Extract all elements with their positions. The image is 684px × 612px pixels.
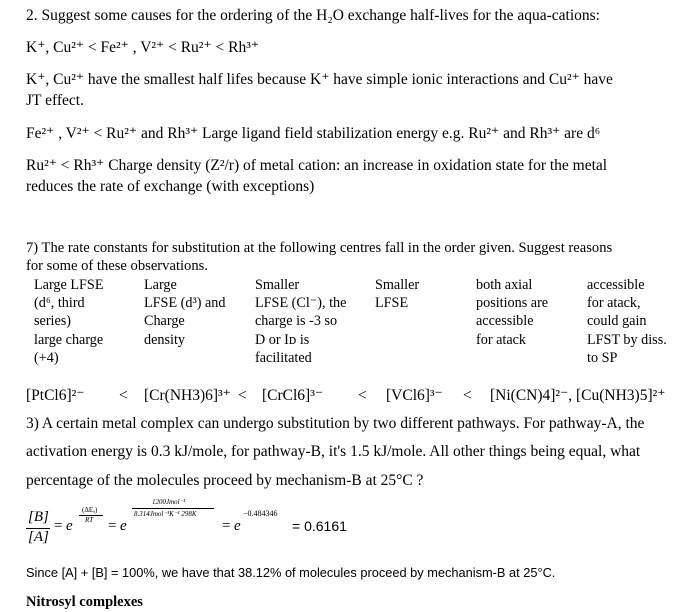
reason-column-3 [255, 276, 346, 367]
reason-text: large charge [34, 331, 104, 348]
reason-text: to SP [587, 349, 618, 366]
fraction-bar [132, 508, 214, 509]
reason-text: series) [34, 313, 72, 330]
euler-e: e [234, 518, 241, 534]
reason-column-5 [476, 276, 548, 349]
reason-text: facilitated [255, 349, 312, 366]
q3-line1: 3) A certain metal complex can undergo substitution by two different pathways. For pathway-A, the [26, 415, 645, 432]
less-than-sign: < [463, 387, 472, 404]
equals-sign: = [108, 518, 117, 534]
euler-e: e [120, 518, 127, 534]
complex-vcl6: [VCl6]³⁻ [386, 387, 443, 404]
reason-text: accessible [476, 313, 534, 330]
q3-line3: percentage of the molecules proceed by mechanism-B at 25°C ? [26, 472, 424, 489]
reason-column-1 [34, 276, 103, 367]
less-than-sign: < [358, 387, 367, 404]
complex-ptcl6: [PtCl6]²⁻ [26, 387, 85, 404]
reason-text: LFST by diss. [587, 331, 667, 348]
reason-text: Large LFSE [34, 277, 104, 293]
ratio-numerator: [B] [28, 509, 49, 525]
reason-text: (d⁶, third [34, 295, 85, 312]
exponent-denominator: RT [85, 516, 94, 524]
complex-cr-nh3-6: [Cr(NH3)6]³⁺ [144, 387, 231, 404]
reason-text: positions are [476, 295, 549, 312]
reason-text: for atack [476, 331, 527, 348]
euler-e: e [66, 518, 73, 534]
q2-ru-rh-line1: Ru²⁺ < Rh³⁺ Charge density (Z²/r) of metal cation: an increase in oxidation state for the metal [26, 157, 608, 174]
equals-sign: = [54, 518, 63, 534]
reason-column-4 [375, 276, 419, 312]
q7-heading-line2: for some of these observations. [26, 258, 208, 274]
reason-text: LFSE (Cl⁻), the [255, 295, 347, 312]
reason-text: Smaller [255, 277, 300, 293]
reason-text: both axial [476, 277, 533, 293]
nitrosyl-heading: Nitrosyl complexes [26, 594, 143, 610]
exponent-numerator: (ΔEₐ) [82, 506, 98, 514]
exponent-denominator: 8.314Jmol⁻¹K⁻¹ 298K [134, 510, 197, 518]
q2-order: K⁺, Cu²⁺ < Fe²⁺ , V²⁺ < Ru²⁺ < Rh³⁺ [26, 39, 260, 56]
q2-ru-rh-line2: reduces the rate of exchange (with exceptions) [26, 178, 315, 195]
reason-text: Large [144, 277, 177, 293]
q2-k-cu-line1: K⁺, Cu²⁺ have the smallest half lifes because K⁺ have simple ionic interactions and Cu²⁺ have [26, 71, 613, 88]
q3-conclusion: Since [A] + [B] = 100%, we have that 38.12% of molecules proceed by mechanism-B at 25°C. [26, 565, 556, 580]
q3-line2: activation energy is 0.3 kJ/mole, for pathway-B, it's 1.5 kJ/mole. All other things being equal, what [26, 443, 641, 460]
complex-crcl6: [CrCl6]³⁻ [262, 387, 324, 404]
q2-fe-v-line: Fe²⁺ , V²⁺ < Ru²⁺ and Rh³⁺ Large ligand field stabilization energy e.g. Ru²⁺ and Rh³⁺ are d⁶ [26, 125, 601, 142]
exponent-numerator: 1200Jmol⁻¹ [152, 498, 186, 506]
q2-k-cu-line2: JT effect. [26, 92, 84, 109]
reason-text: could gain [587, 313, 647, 330]
reason-text: for atack, [587, 295, 641, 312]
less-than-sign: < [119, 387, 128, 404]
ratio-denominator: [A] [28, 529, 49, 545]
equals-sign: = [222, 518, 231, 534]
reason-text: accessible [587, 277, 645, 293]
reason-text: Smaller [375, 277, 420, 293]
reason-text: (+4) [34, 349, 59, 366]
reason-column-6 [587, 276, 667, 367]
reason-text: LFSE (d³) and [144, 295, 226, 312]
reason-column-2 [144, 276, 226, 349]
q2-heading: 2. Suggest some causes for the ordering of the H₂O exchange half-lives for the aqua-cations: [26, 7, 600, 24]
ratio-result: = 0.6161 [292, 518, 347, 534]
exponent-value: −0.484346 [243, 509, 278, 518]
reason-text: D or Iᴅ is [255, 331, 310, 348]
reason-text: density [144, 331, 185, 348]
q7-heading-line1: 7) The rate constants for substitution at the following centres fall in the order given. Suggest reasons [26, 240, 613, 256]
reason-text: LFSE [375, 295, 409, 312]
reason-text: Charge [144, 313, 185, 330]
complex-ni-cn-cu-nh3: [Ni(CN)4]²⁻, [Cu(NH3)5]²⁺ [490, 387, 666, 404]
less-than-sign: < [238, 387, 247, 404]
reason-text: charge is -3 so [255, 313, 338, 330]
boltzmann-equation [24, 498, 384, 550]
